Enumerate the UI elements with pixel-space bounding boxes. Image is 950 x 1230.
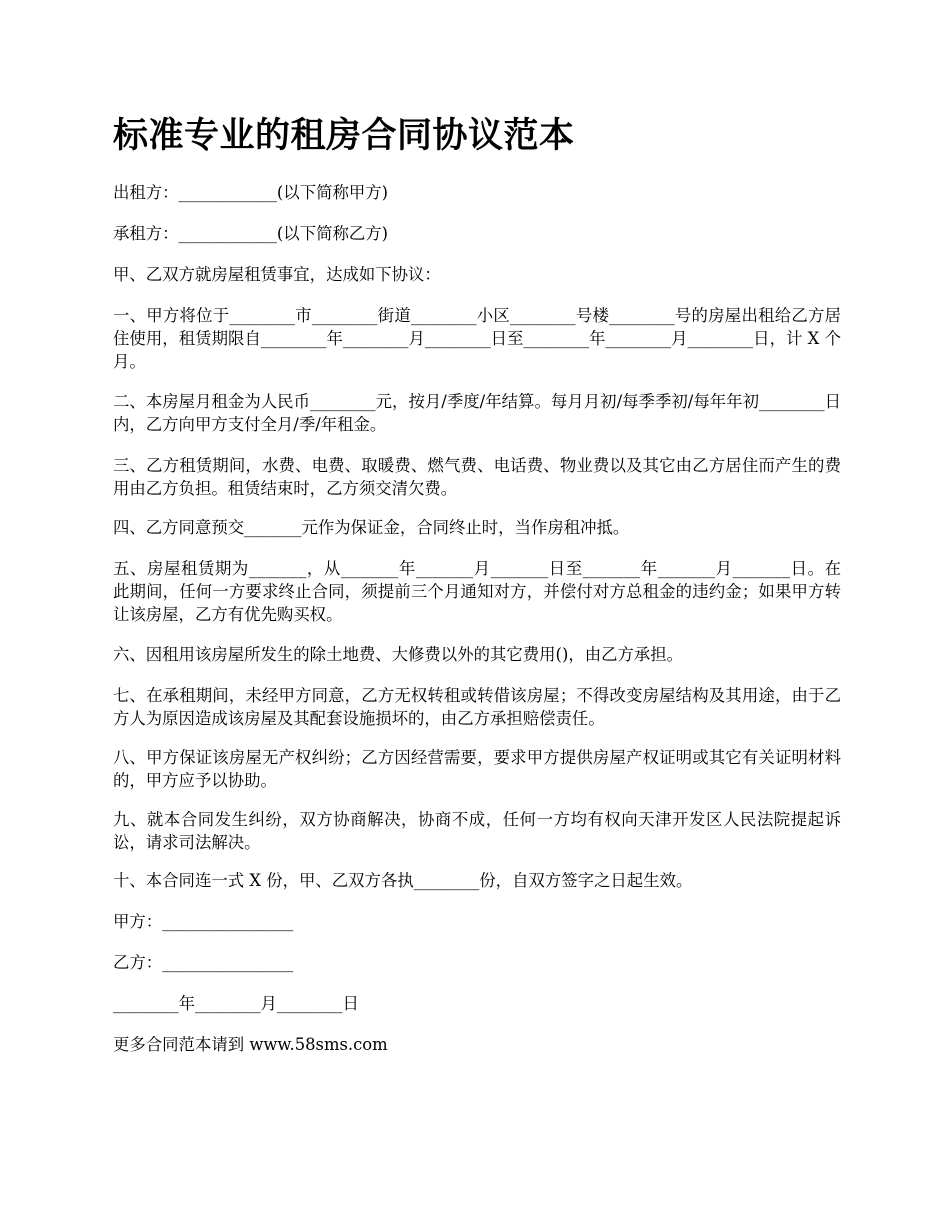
clause-10: 十、本合同连一式 X 份，甲、乙双方各执________份，自双方签字之日起生效。 (113, 871, 693, 890)
clause-4: 四、乙方同意预交_______元作为保证金，合同终止时，当作房租冲抵。 (113, 518, 630, 537)
lessor-line: 出租方：____________(以下简称甲方) (113, 183, 389, 202)
agreement-intro: 甲、乙双方就房屋租赁事宜，达成如下协议： (113, 265, 441, 284)
lessee-line: 承租方：____________(以下简称乙方) (113, 224, 389, 243)
footer-more-link: 更多合同范本请到 www.58sms.com (113, 1035, 388, 1054)
clause-7: 七、在承租期间，未经甲方同意，乙方无权转租或转借该房屋；不得改变房屋结构及其用途，由于乙方人为原因造成该房屋及其配套设施损坏的，由乙方承担赔偿责任。 (113, 686, 841, 728)
party-a-signature: 甲方：________________ (113, 912, 294, 931)
clause-1: 一、甲方将位于________市________街道________小区________号楼________号的房屋出租给乙方居住使用，租赁期限自________年________月________日至________年________月________日，计 X 个月。 (113, 306, 841, 371)
clause-5: 五、房屋租赁期为_______，从_______年_______月_______日至_______年_______月_______日。在此期间，任何一方要求终止合同，须提前三个月通知对方，并偿付对方总租金的违约金；如果甲方转让该房屋，乙方有优先购买权。 (113, 559, 841, 624)
clause-8: 八、甲方保证该房屋无产权纠纷；乙方因经营需要，要求甲方提供房屋产权证明或其它有关证明材料的，甲方应予以协助。 (113, 748, 841, 790)
document-title: 标准专业的租房合同协议范本 (113, 116, 575, 156)
clause-6: 六、因租用该房屋所发生的除土地费、大修费以外的其它费用()，由乙方承担。 (113, 645, 684, 664)
clause-9: 九、就本合同发生纠纷，双方协商解决，协商不成，任何一方均有权向天津开发区人民法院提起诉讼，请求司法解决。 (113, 810, 841, 852)
clause-2: 二、本房屋月租金为人民币________元，按月/季度/年结算。每月月初/每季季初/每年年初________日内，乙方向甲方支付全月/季/年租金。 (113, 392, 841, 434)
party-b-signature: 乙方：________________ (113, 953, 294, 972)
signing-date: ________年________月________日 (113, 994, 359, 1013)
clause-3: 三、乙方租赁期间，水费、电费、取暖费、燃气费、电话费、物业费以及其它由乙方居住而产生的费用由乙方负担。租赁结束时，乙方须交清欠费。 (113, 456, 841, 498)
